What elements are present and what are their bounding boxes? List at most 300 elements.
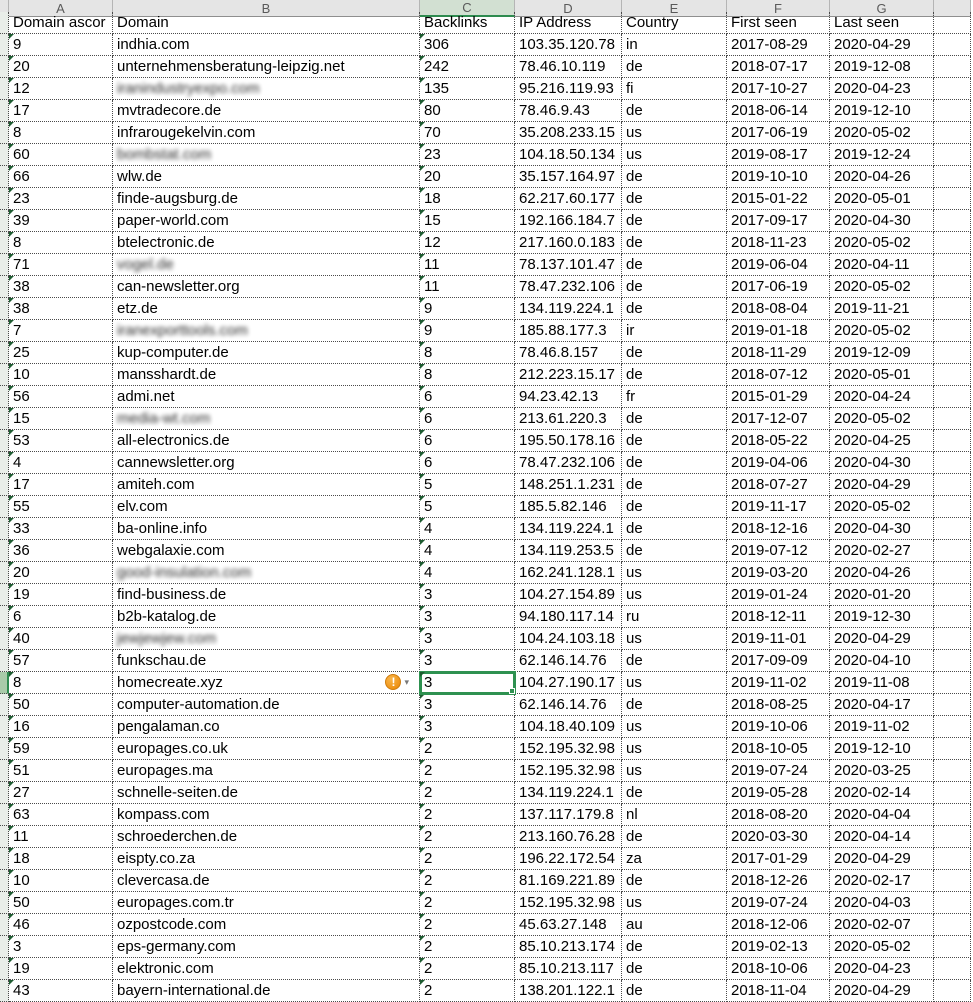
row-header[interactable] [0,298,9,320]
cell-ip-address[interactable] [515,430,622,452]
cell-domain[interactable] [113,980,420,1002]
cell-empty[interactable] [934,188,971,210]
cell-last-seen[interactable] [830,650,934,672]
cell-country[interactable] [622,848,727,870]
row-header[interactable] [0,804,9,826]
cell-country[interactable] [622,232,727,254]
cell-empty[interactable] [934,232,971,254]
row-header[interactable] [0,232,9,254]
cell-last-seen[interactable] [830,738,934,760]
cell-first-seen[interactable] [727,562,830,584]
cell-country[interactable] [622,804,727,826]
row-header[interactable] [0,320,9,342]
cell-empty[interactable] [934,474,971,496]
cell-country[interactable] [622,254,727,276]
cell-empty[interactable] [934,430,971,452]
cell-first-seen[interactable] [727,980,830,1002]
row-header[interactable] [0,606,9,628]
row-header[interactable] [0,56,9,78]
cell-empty[interactable] [934,892,971,914]
cell-backlinks[interactable] [420,980,515,1002]
row-header[interactable] [0,672,9,694]
cell-first-seen[interactable] [727,936,830,958]
cell-last-seen[interactable] [830,562,934,584]
cell-first-seen[interactable] [727,914,830,936]
cell-backlinks[interactable] [420,892,515,914]
cell-ip-address[interactable] [515,584,622,606]
cell-domain-ascore[interactable] [9,584,113,606]
header-cell-last-seen[interactable]: Last seen [830,12,934,34]
cell-empty[interactable] [934,342,971,364]
cell-backlinks[interactable] [420,298,515,320]
row-header[interactable] [0,738,9,760]
cell-domain[interactable] [113,408,420,430]
cell-country[interactable] [622,716,727,738]
cell-domain-ascore[interactable] [9,452,113,474]
cell-backlinks[interactable] [420,166,515,188]
cell-first-seen[interactable] [727,254,830,276]
cell-domain[interactable] [113,870,420,892]
cell-domain[interactable] [113,826,420,848]
cell-last-seen[interactable] [830,870,934,892]
fill-handle[interactable] [509,688,515,694]
cell-domain-ascore[interactable] [9,958,113,980]
cell-domain[interactable] [113,474,420,496]
cell-backlinks[interactable] [420,386,515,408]
cell-country[interactable] [622,34,727,56]
cell-ip-address[interactable] [515,628,622,650]
cell-backlinks[interactable] [420,782,515,804]
cell-domain-ascore[interactable] [9,738,113,760]
cell-empty[interactable] [934,298,971,320]
row-header[interactable] [0,496,9,518]
cell-domain-ascore[interactable] [9,760,113,782]
cell-empty[interactable] [934,826,971,848]
cell-backlinks[interactable] [420,144,515,166]
cell-backlinks[interactable] [420,408,515,430]
cell-empty[interactable] [934,562,971,584]
cell-ip-address[interactable] [515,386,622,408]
cell-domain-ascore[interactable] [9,386,113,408]
cell-domain[interactable] [113,188,420,210]
cell-domain-ascore[interactable] [9,826,113,848]
cell-country[interactable] [622,210,727,232]
dropdown-arrow-icon[interactable]: ▾ [404,677,409,687]
cell-empty[interactable] [934,144,971,166]
cell-domain-ascore[interactable] [9,188,113,210]
selected-cell[interactable] [420,672,515,694]
cell-ip-address[interactable] [515,804,622,826]
cell-first-seen[interactable] [727,958,830,980]
header-cell-empty[interactable] [934,12,971,34]
cell-domain-ascore[interactable] [9,78,113,100]
column-letter-G[interactable]: G [830,0,934,17]
cell-domain-ascore[interactable] [9,232,113,254]
row-header[interactable] [0,650,9,672]
cell-ip-address[interactable] [515,452,622,474]
row-header[interactable] [0,760,9,782]
cell-empty[interactable] [934,716,971,738]
cell-backlinks[interactable] [420,606,515,628]
cell-last-seen[interactable] [830,408,934,430]
cell-empty[interactable] [934,628,971,650]
cell-ip-address[interactable] [515,716,622,738]
cell-ip-address[interactable] [515,672,622,694]
cell-domain[interactable] [113,100,420,122]
cell-first-seen[interactable] [727,738,830,760]
cell-empty[interactable] [934,848,971,870]
cell-ip-address[interactable] [515,122,622,144]
cell-ip-address[interactable] [515,980,622,1002]
cell-country[interactable] [622,936,727,958]
cell-domain[interactable] [113,804,420,826]
cell-backlinks[interactable] [420,320,515,342]
cell-backlinks[interactable] [420,210,515,232]
cell-backlinks[interactable] [420,474,515,496]
cell-ip-address[interactable] [515,342,622,364]
cell-first-seen[interactable] [727,100,830,122]
row-header[interactable] [0,430,9,452]
cell-backlinks[interactable] [420,452,515,474]
cell-ip-address[interactable] [515,34,622,56]
cell-last-seen[interactable] [830,364,934,386]
cell-country[interactable] [622,562,727,584]
cell-first-seen[interactable] [727,452,830,474]
cell-country[interactable] [622,650,727,672]
cell-country[interactable] [622,78,727,100]
row-header[interactable] [0,144,9,166]
row-header[interactable] [0,892,9,914]
cell-empty[interactable] [934,804,971,826]
cell-last-seen[interactable] [830,166,934,188]
row-header[interactable] [0,122,9,144]
cell-empty[interactable] [934,980,971,1002]
row-header[interactable] [0,914,9,936]
cell-country[interactable] [622,408,727,430]
cell-first-seen[interactable] [727,848,830,870]
cell-domain-ascore[interactable] [9,34,113,56]
cell-last-seen[interactable] [830,584,934,606]
cell-last-seen[interactable] [830,232,934,254]
cell-first-seen[interactable] [727,408,830,430]
cell-last-seen[interactable] [830,342,934,364]
cell-ip-address[interactable] [515,188,622,210]
cell-country[interactable] [622,474,727,496]
cell-empty[interactable] [934,606,971,628]
row-header[interactable] [0,78,9,100]
cell-first-seen[interactable] [727,56,830,78]
cell-domain-ascore[interactable] [9,914,113,936]
cell-ip-address[interactable] [515,364,622,386]
cell-empty[interactable] [934,672,971,694]
row-header[interactable] [0,276,9,298]
cell-empty[interactable] [934,760,971,782]
cell-domain[interactable] [113,782,420,804]
row-header[interactable] [0,628,9,650]
cell-domain[interactable] [113,518,420,540]
cell-domain[interactable] [113,958,420,980]
cell-last-seen[interactable] [830,694,934,716]
cell-last-seen[interactable] [830,430,934,452]
cell-backlinks[interactable] [420,804,515,826]
cell-domain[interactable] [113,254,420,276]
cell-last-seen[interactable] [830,78,934,100]
cell-domain[interactable] [113,936,420,958]
cell-empty[interactable] [934,34,971,56]
cell-domain[interactable] [113,584,420,606]
cell-first-seen[interactable] [727,298,830,320]
header-cell-domain[interactable]: Domain [113,12,420,34]
cell-empty[interactable] [934,56,971,78]
row-header[interactable] [0,562,9,584]
cell-backlinks[interactable] [420,276,515,298]
cell-last-seen[interactable] [830,782,934,804]
cell-backlinks[interactable] [420,496,515,518]
cell-domain[interactable] [113,694,420,716]
cell-domain[interactable] [113,650,420,672]
cell-first-seen[interactable] [727,826,830,848]
cell-domain-ascore[interactable] [9,782,113,804]
cell-domain[interactable] [113,122,420,144]
cell-country[interactable] [622,584,727,606]
cell-first-seen[interactable] [727,496,830,518]
cell-country[interactable] [622,892,727,914]
cell-last-seen[interactable] [830,892,934,914]
cell-domain[interactable] [113,606,420,628]
cell-country[interactable] [622,606,727,628]
cell-domain[interactable] [113,562,420,584]
error-options-button[interactable] [385,674,409,690]
cell-domain[interactable] [113,342,420,364]
cell-country[interactable] [622,980,727,1002]
cell-empty[interactable] [934,386,971,408]
cell-domain-ascore[interactable] [9,650,113,672]
cell-country[interactable] [622,782,727,804]
cell-ip-address[interactable] [515,958,622,980]
cell-domain-ascore[interactable] [9,540,113,562]
cell-domain-ascore[interactable] [9,210,113,232]
cell-empty[interactable] [934,320,971,342]
cell-ip-address[interactable] [515,276,622,298]
cell-domain[interactable] [113,386,420,408]
cell-backlinks[interactable] [420,870,515,892]
cell-domain[interactable] [113,144,420,166]
cell-backlinks[interactable] [420,364,515,386]
row-header[interactable] [0,518,9,540]
cell-domain[interactable] [113,34,420,56]
cell-ip-address[interactable] [515,144,622,166]
cell-domain-ascore[interactable] [9,804,113,826]
cell-empty[interactable] [934,782,971,804]
cell-country[interactable] [622,386,727,408]
cell-domain-ascore[interactable] [9,122,113,144]
cell-ip-address[interactable] [515,254,622,276]
cell-domain-ascore[interactable] [9,892,113,914]
cell-domain-ascore[interactable] [9,56,113,78]
cell-domain-ascore[interactable] [9,100,113,122]
header-cell-ip-address[interactable]: IP Address [515,12,622,34]
cell-backlinks[interactable] [420,430,515,452]
cell-ip-address[interactable] [515,518,622,540]
cell-backlinks[interactable] [420,936,515,958]
cell-empty[interactable] [934,540,971,562]
cell-last-seen[interactable] [830,276,934,298]
cell-backlinks[interactable] [420,78,515,100]
cell-ip-address[interactable] [515,694,622,716]
cell-domain-ascore[interactable] [9,936,113,958]
cell-domain[interactable] [113,364,420,386]
cell-domain-ascore[interactable] [9,342,113,364]
cell-last-seen[interactable] [830,628,934,650]
cell-first-seen[interactable] [727,210,830,232]
cell-first-seen[interactable] [727,804,830,826]
row-header[interactable] [0,386,9,408]
row-header[interactable] [0,694,9,716]
cell-country[interactable] [622,56,727,78]
row-header[interactable] [0,342,9,364]
row-header[interactable] [0,34,9,56]
cell-ip-address[interactable] [515,650,622,672]
cell-country[interactable] [622,342,727,364]
cell-empty[interactable] [934,276,971,298]
row-header[interactable] [0,100,9,122]
cell-first-seen[interactable] [727,628,830,650]
cell-last-seen[interactable] [830,936,934,958]
cell-backlinks[interactable] [420,254,515,276]
cell-first-seen[interactable] [727,760,830,782]
cell-ip-address[interactable] [515,100,622,122]
cell-first-seen[interactable] [727,188,830,210]
cell-first-seen[interactable] [727,78,830,100]
cell-backlinks[interactable] [420,100,515,122]
cell-domain[interactable] [113,892,420,914]
cell-empty[interactable] [934,650,971,672]
cell-backlinks[interactable] [420,584,515,606]
cell-domain-ascore[interactable] [9,870,113,892]
cell-first-seen[interactable] [727,782,830,804]
cell-country[interactable] [622,100,727,122]
cell-domain-ascore[interactable] [9,606,113,628]
header-cell-country[interactable]: Country [622,12,727,34]
cell-first-seen[interactable] [727,606,830,628]
cell-domain-ascore[interactable] [9,298,113,320]
cell-empty[interactable] [934,210,971,232]
cell-empty[interactable] [934,364,971,386]
cell-last-seen[interactable] [830,474,934,496]
cell-first-seen[interactable] [727,320,830,342]
cell-last-seen[interactable] [830,386,934,408]
cell-ip-address[interactable] [515,496,622,518]
cell-empty[interactable] [934,254,971,276]
cell-ip-address[interactable] [515,232,622,254]
column-letter-B[interactable]: B [113,0,420,17]
cell-domain-ascore[interactable] [9,716,113,738]
row-header[interactable] [0,870,9,892]
cell-first-seen[interactable] [727,276,830,298]
cell-backlinks[interactable] [420,826,515,848]
cell-country[interactable] [622,760,727,782]
cell-ip-address[interactable] [515,474,622,496]
cell-ip-address[interactable] [515,914,622,936]
cell-backlinks[interactable] [420,342,515,364]
row-header[interactable] [0,826,9,848]
cell-first-seen[interactable] [727,540,830,562]
cell-country[interactable] [622,628,727,650]
cell-domain-ascore[interactable] [9,364,113,386]
cell-country[interactable] [622,320,727,342]
cell-country[interactable] [622,188,727,210]
cell-ip-address[interactable] [515,892,622,914]
cell-domain-ascore[interactable] [9,848,113,870]
cell-first-seen[interactable] [727,430,830,452]
cell-last-seen[interactable] [830,452,934,474]
cell-ip-address[interactable] [515,606,622,628]
cell-domain[interactable] [113,628,420,650]
cell-ip-address[interactable] [515,210,622,232]
cell-last-seen[interactable] [830,254,934,276]
cell-last-seen[interactable] [830,518,934,540]
cell-domain[interactable] [113,738,420,760]
cell-last-seen[interactable] [830,606,934,628]
header-cell-first-seen[interactable]: First seen [727,12,830,34]
cell-last-seen[interactable] [830,100,934,122]
cell-backlinks[interactable] [420,760,515,782]
row-header[interactable] [0,474,9,496]
cell-backlinks[interactable] [420,122,515,144]
row-header[interactable] [0,166,9,188]
cell-domain[interactable] [113,232,420,254]
row-header[interactable] [0,452,9,474]
cell-domain-ascore[interactable] [9,254,113,276]
cell-country[interactable] [622,540,727,562]
cell-empty[interactable] [934,870,971,892]
cell-first-seen[interactable] [727,144,830,166]
cell-backlinks[interactable] [420,650,515,672]
cell-last-seen[interactable] [830,320,934,342]
cell-last-seen[interactable] [830,210,934,232]
cell-domain[interactable] [113,760,420,782]
cell-first-seen[interactable] [727,166,830,188]
cell-domain[interactable] [113,496,420,518]
cell-domain[interactable] [113,210,420,232]
column-letter-E[interactable]: E [622,0,727,17]
cell-ip-address[interactable] [515,320,622,342]
cell-country[interactable] [622,276,727,298]
cell-first-seen[interactable] [727,364,830,386]
cell-first-seen[interactable] [727,716,830,738]
cell-ip-address[interactable] [515,738,622,760]
cell-backlinks[interactable] [420,56,515,78]
cell-first-seen[interactable] [727,34,830,56]
row-header[interactable] [0,584,9,606]
cell-last-seen[interactable] [830,980,934,1002]
cell-last-seen[interactable] [830,804,934,826]
cell-ip-address[interactable] [515,562,622,584]
cell-domain-ascore[interactable] [9,980,113,1002]
column-letter-D[interactable]: D [515,0,622,17]
row-header[interactable] [0,540,9,562]
cell-ip-address[interactable] [515,936,622,958]
cell-backlinks[interactable] [420,716,515,738]
cell-empty[interactable] [934,100,971,122]
cell-ip-address[interactable] [515,298,622,320]
cell-first-seen[interactable] [727,122,830,144]
warning-exclamation-icon[interactable]: ! [385,674,401,690]
cell-domain-ascore[interactable] [9,694,113,716]
cell-country[interactable] [622,914,727,936]
cell-last-seen[interactable] [830,826,934,848]
row-header[interactable] [0,188,9,210]
